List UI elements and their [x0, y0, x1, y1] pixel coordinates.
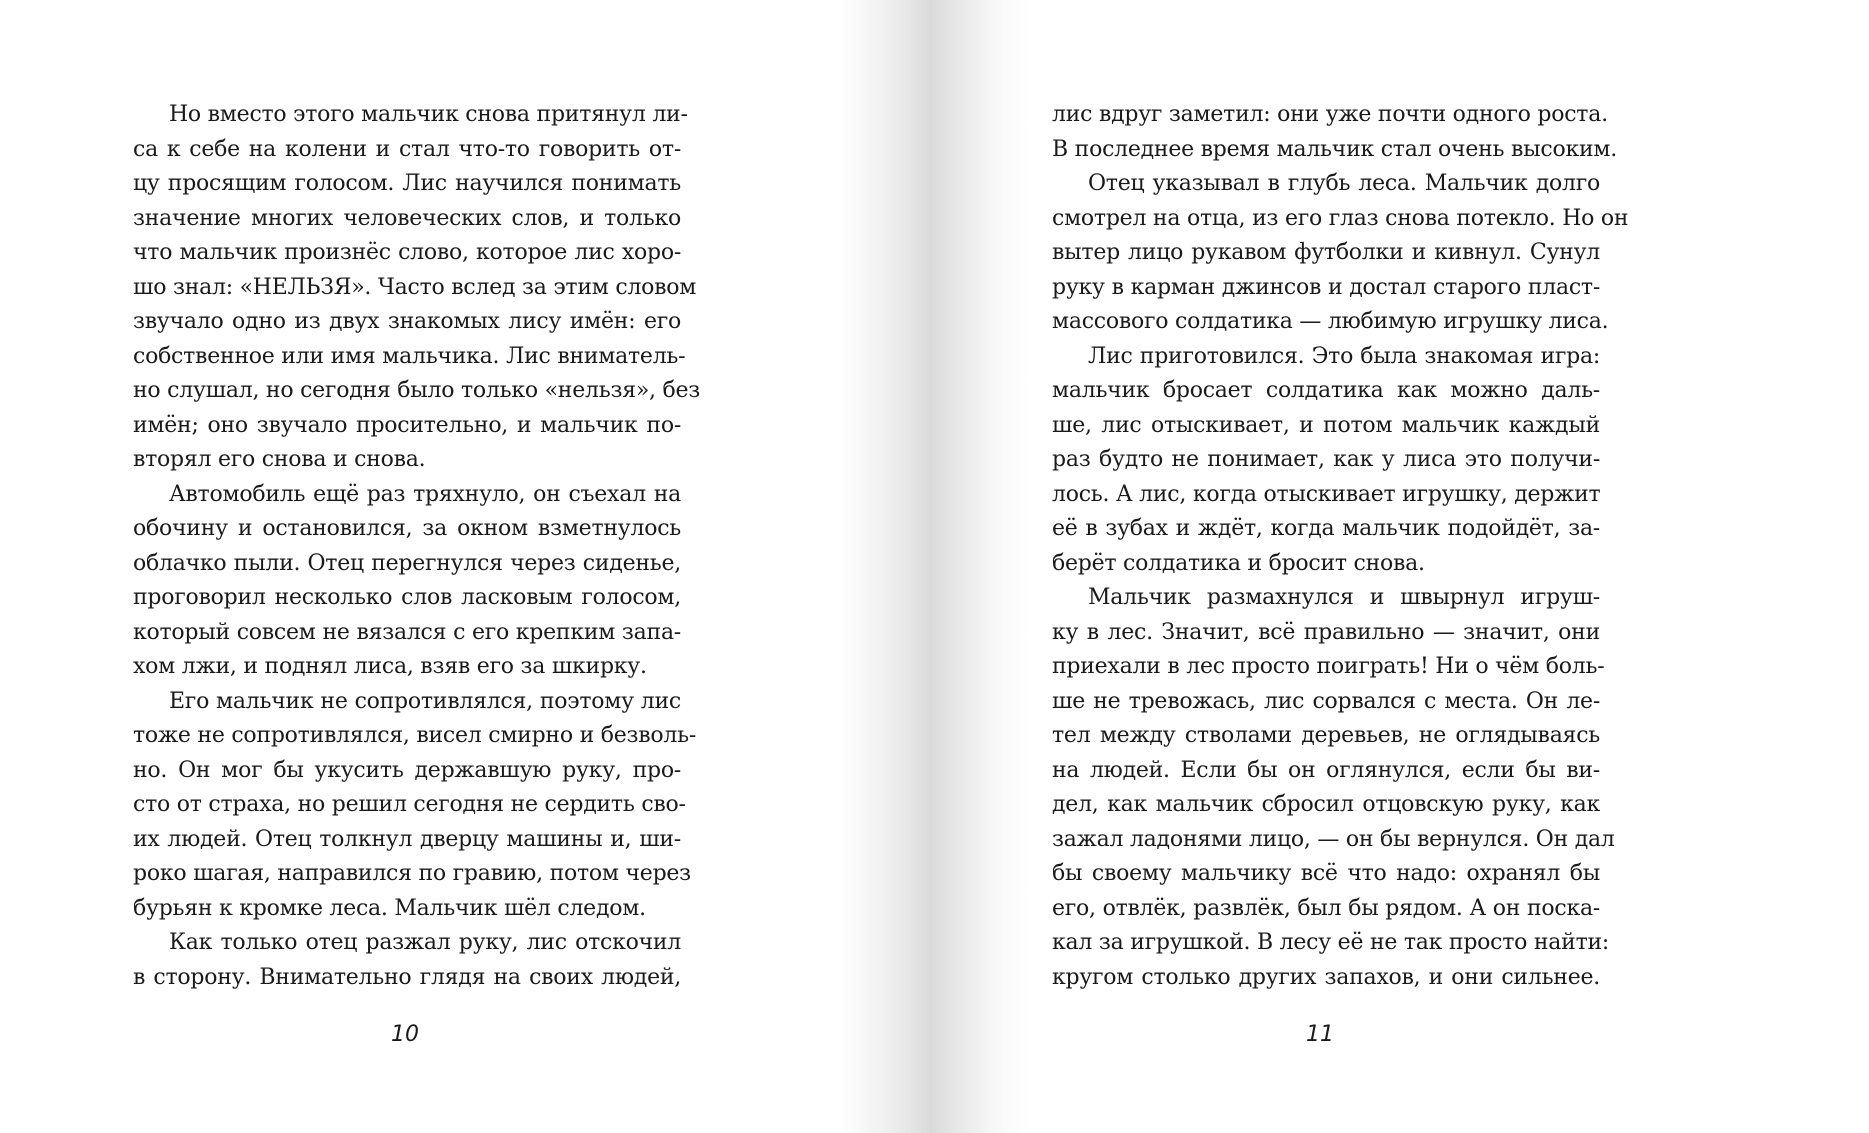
text-line: кругом столько других запахов, и они сильнее.: [1052, 964, 1600, 990]
text-line: лис вдруг заметил: они уже почти одного роста.: [1052, 102, 1608, 127]
text-line: смотрел на отца, из его глаз снова потекло. Но он: [1052, 205, 1629, 231]
page-number: 10: [391, 1022, 419, 1047]
text-line: берёт солдатика и бросит снова.: [1052, 550, 1425, 576]
text-line: облачко пыли. Отец перегнулся через сиденье,: [133, 550, 681, 576]
text-line: В последнее время мальчик стал очень высоким.: [1052, 136, 1617, 162]
text-line: са к себе на колени и стал что-то говорить от-: [133, 136, 681, 162]
text-line: вторял его снова и снова.: [133, 447, 426, 472]
text-line: ку в лес. Значит, всё правильно — значит, они: [1052, 619, 1600, 645]
text-line: его, отвлёк, развлёк, был бы рядом. А он поска-: [1052, 895, 1600, 921]
left-page: [0, 0, 900, 1133]
text-line: на людей. Если бы он оглянулся, если бы ви-: [1052, 757, 1600, 783]
text-line: Как только отец разжал руку, лис отскочил: [169, 930, 681, 955]
text-line: который совсем не вязался с его крепким запа-: [133, 619, 681, 645]
text-line: хом лжи, и поднял лиса, взяв его за шкирку.: [133, 654, 647, 679]
text-line: но слушал, но сегодня было только «нельзя», без: [133, 378, 701, 403]
text-line: мальчик бросает солдатика как можно даль-: [1052, 378, 1600, 403]
page-number: 11: [1306, 1022, 1334, 1047]
text-line: обочину и остановился, за окном взметнулось: [133, 516, 681, 541]
text-line: бы своему мальчику всё что надо: охранял бы: [1052, 861, 1600, 886]
text-line: цу просящим голосом. Лис научился понимать: [133, 171, 681, 196]
text-line: имён; оно звучало просительно, и мальчик по-: [133, 412, 681, 438]
right-page-text: [1052, 98, 1629, 995]
text-line: вытер лицо рукавом футболки и кивнул. Сунул: [1052, 240, 1600, 265]
text-line: роко шагая, направился по гравию, потом через: [133, 861, 691, 886]
text-line: раз будто не понимает, как у лиса это получи-: [1052, 447, 1600, 472]
text-line: проговорил несколько слов ласковым голосом,: [133, 585, 681, 610]
text-line: тоже не сопротивлялся, висел смирно и безволь-: [133, 723, 697, 748]
text-line: но. Он мог бы укусить державшую руку, про-: [133, 757, 681, 783]
text-line: её в зубах и ждёт, когда мальчик подойдёт, за-: [1052, 516, 1600, 541]
left-page-text: [133, 98, 701, 995]
text-line: шо знал: «НЕЛЬЗЯ». Часто вслед за этим словом: [133, 274, 697, 300]
text-line: Автомобиль ещё раз тряхнуло, он съехал на: [169, 481, 681, 507]
text-line: руку в карман джинсов и достал старого пласт-: [1052, 274, 1600, 300]
text-line: дел, как мальчик сбросил отцовскую руку, как: [1052, 792, 1600, 817]
text-line: Отец указывал в глубь леса. Мальчик долго: [1088, 171, 1600, 196]
text-line: кал за игрушкой. В лесу её не так просто найти:: [1052, 930, 1610, 955]
text-line: Мальчик размахнулся и швырнул игруш-: [1088, 585, 1600, 610]
text-line: Но вместо этого мальчик снова притянул ли-: [169, 102, 688, 127]
text-line: звучало одно из двух знакомых лису имён: его: [133, 309, 681, 334]
text-line: что мальчик произнёс слово, которое лис хоро-: [133, 240, 681, 265]
text-line: зажал ладонями лицо, — он бы вернулся. Он дал: [1052, 826, 1615, 852]
text-line: лось. А лис, когда отыскивает игрушку, держит: [1052, 481, 1601, 507]
text-line: массового солдатика — любимую игрушку лиса.: [1052, 309, 1609, 334]
text-line: сто от страха, но решил сегодня не сердить сво-: [133, 792, 686, 817]
text-line: в сторону. Внимательно глядя на своих людей,: [133, 964, 681, 990]
text-line: бурьян к кромке леса. Мальчик шёл следом.: [133, 895, 646, 921]
text-line: ше, лис отыскивает, и потом мальчик каждый: [1052, 412, 1600, 438]
text-line: ше не тревожась, лис сорвался с места. Он ле-: [1052, 688, 1600, 714]
text-line: Лис приготовился. Это была знакомая игра:: [1088, 343, 1600, 369]
text-line: приехали в лес просто поиграть! Ни о чём боль-: [1052, 654, 1605, 679]
text-line: значение многих человеческих слов, и только: [133, 205, 681, 231]
text-line: тел между стволами деревьев, не оглядываясь: [1052, 723, 1600, 748]
text-line: их людей. Отец толкнул дверцу машины и, ши-: [133, 826, 681, 852]
right-page: [940, 0, 1869, 1133]
text-line: Его мальчик не сопротивлялся, поэтому лис: [169, 688, 681, 714]
text-line: собственное или имя мальчика. Лис вниматель-: [133, 343, 686, 369]
